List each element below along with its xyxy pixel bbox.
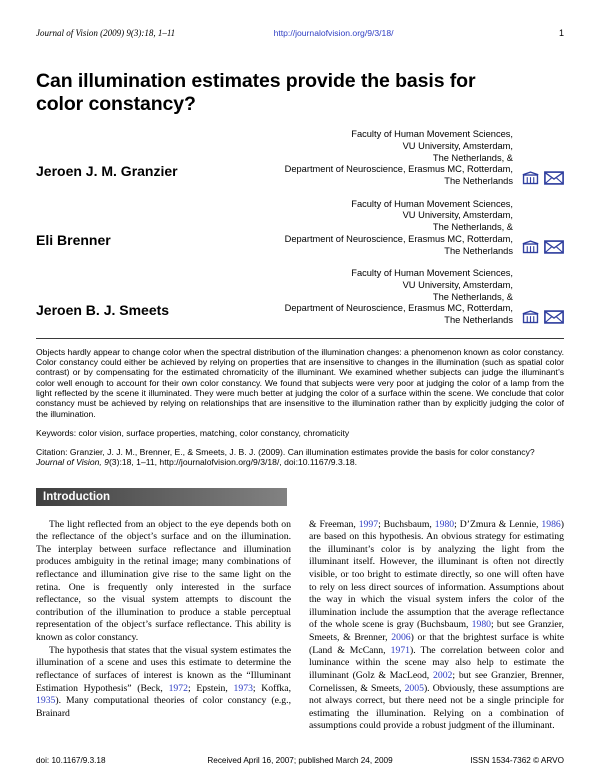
author-contact-icons	[522, 171, 564, 188]
citation-year-link[interactable]: 1980	[434, 518, 455, 530]
citation-year-link[interactable]: 2002	[433, 669, 453, 681]
page-footer	[36, 756, 564, 765]
affiliation-line: Department of Neuroscience, Erasmus MC, Rotterdam,	[284, 303, 513, 314]
citation-year-link[interactable]: 1973	[233, 682, 253, 694]
email-icon[interactable]	[544, 310, 564, 324]
author-name: Eli Brenner	[36, 232, 111, 249]
footer-received-published: Received April 16, 2007; published March 24, 2009	[207, 756, 393, 765]
footer-issn: ISSN 1534-7362 © ARVO	[470, 756, 564, 765]
paper-title: Can illumination estimates provide the basis for color constancy?	[36, 70, 476, 115]
affiliation-line: VU University, Amsterdam,	[402, 210, 513, 221]
author-affiliation	[285, 129, 513, 188]
affiliation-line: Department of Neuroscience, Erasmus MC, Rotterdam,	[284, 164, 513, 175]
author-name: Jeroen B. J. Smeets	[36, 301, 170, 318]
address-icon[interactable]	[522, 240, 539, 254]
column-right	[309, 519, 564, 733]
citation-year-link[interactable]: 1935	[36, 695, 56, 707]
address-icon[interactable]	[522, 171, 539, 185]
author-block	[36, 268, 564, 327]
intro-paragraph: The hypothesis that states that the visual system estimates the illumination of a scene and uses this estimate to determine the reflectance of surfaces of interest is known as the “Illuminant Estimation Hypothesis” (Beck, 1972; Epstein, 1973; Koffka, 1935). Many computational theories of color constancy (e.g., Brainard	[36, 644, 291, 719]
section-heading-introduction: Introduction	[36, 488, 287, 506]
intro-paragraph: & Freeman, 1997; Buchsbaum, 1980; D’Zmura & Lennie, 1986) are based on this hypothesis. An obvious strategy for estimating the illuminant’s color is by analyzing the light from the illuminant itself. However, the illuminant is often not directly visible, or too bright to estimate directly, so one will often have to rely on less direct sources of information. Assumptions about the way in which the visual system infers the color of the illumination include the assumption that the average reflectance of the whole scene is gray (Buchsbaum, 1980; but see Granzier, Smeets, & Brenner, 2006) or that the brightest surface is white (Land & McCann, 1971). The correlation between color and luminance within the scene may also help to estimate the illuminant (Golz & MacLeod, 2002; but see Granzier, Brenner, Cornelissen, & Smeets, 2005). Obviously, these assumptions are not always correct, but there need not be a single principle for estimating the illumination. Relying on a combination of assumptions could provide a robust judgment of the illuminant.	[309, 518, 564, 732]
affiliation-line: The Netherlands, &	[432, 152, 513, 163]
citation-year-link[interactable]: 1972	[168, 682, 188, 694]
citation-year-link[interactable]: 1971	[390, 644, 411, 656]
author-contact-icons	[522, 310, 564, 327]
intro-paragraph: The light reflected from an object to the eye depends both on the reflectance of the object’s surface and on the illumination. The interplay between surface reflectance and illumination produces ambiguity in the retinal image; many combinations of reflectance and illumination give rise to the same light on the retina. One is frequently only interested in the surface reflectance, so the visual system attempts to discount the contribution of the illumination to produce a stable perceptual representation of the object’s surface reflectance. This ability is known as color constancy.	[36, 518, 291, 644]
citation-year-link[interactable]: 1980	[471, 619, 491, 631]
email-icon[interactable]	[544, 171, 564, 185]
page-number: 1	[558, 28, 564, 38]
journal-url-link[interactable]: http://journalofvision.org/9/3/18/	[273, 28, 394, 38]
citation-year-link[interactable]: 1997	[358, 518, 379, 530]
affiliation-line: The Netherlands, &	[432, 291, 513, 302]
affiliation-line: The Netherlands	[444, 176, 513, 187]
citation-year-link[interactable]: 1986	[541, 518, 561, 530]
author-affiliation	[285, 268, 513, 327]
page-header	[36, 28, 564, 38]
column-left	[36, 519, 291, 733]
citation-line: Citation: Granzier, J. J. M., Brenner, E., & Smeets, J. B. J. (2009). Can illumination estimates provide the basis for color constancy? Journal of Vision, 9(3):18, 1–11, http://journalofvision.org/9/3/18/, doi:10.1167/9.3.18.	[36, 446, 535, 468]
author-block	[36, 129, 564, 188]
abstract-text: Objects hardly appear to change color when the spectral distribution of the illumination changes: a phenomenon known as color constancy. Color constancy could either be achieved by relying on properties that are insensitive to changes in the illumination (such as spatial color contrast) or by compensating for the estimated chromaticity of the illuminant. We examined whether subjects can judge the illuminant’s color well enough to account for their own color constancy. We found that subjects were very poor at judging the color of a lamp from the light reflected by the scene it illuminated. They were much better at judging the color of a surface within the scene. We conclude that color constancy must be achieved by relying on relationships that are insensitive to the illumination rather than by explicitly judging the color of the illumination.	[36, 346, 564, 419]
body-columns	[36, 519, 564, 733]
author-list	[36, 129, 564, 327]
affiliation-line: VU University, Amsterdam,	[402, 140, 513, 151]
affiliation-line: The Netherlands	[444, 315, 513, 326]
affiliation-line: Faculty of Human Movement Sciences,	[351, 198, 513, 209]
author-affiliation	[285, 199, 513, 258]
affiliation-line: Department of Neuroscience, Erasmus MC, Rotterdam,	[284, 233, 513, 244]
affiliation-line: VU University, Amsterdam,	[402, 279, 513, 290]
email-icon[interactable]	[544, 240, 564, 254]
keywords-line: Keywords: color vision, surface properties, matching, color constancy, chromaticity	[36, 427, 350, 438]
affiliation-line: The Netherlands	[444, 245, 513, 256]
footer-doi: doi: 10.1167/9.3.18	[36, 756, 106, 765]
horizontal-rule	[36, 338, 564, 339]
affiliation-line: The Netherlands, &	[432, 222, 513, 233]
author-block	[36, 199, 564, 258]
citation-year-link[interactable]: 2005	[404, 682, 424, 694]
citation-year-link[interactable]: 2006	[391, 632, 411, 644]
italic-text: Journal of Vision, 9	[36, 457, 109, 468]
author-name: Jeroen J. M. Granzier	[36, 162, 178, 179]
author-contact-icons	[522, 240, 564, 257]
affiliation-line: Faculty of Human Movement Sciences,	[351, 268, 513, 279]
address-icon[interactable]	[522, 310, 539, 324]
affiliation-line: Faculty of Human Movement Sciences,	[351, 129, 513, 140]
journal-reference: Journal of Vision (2009) 9(3):18, 1–11	[36, 28, 176, 38]
